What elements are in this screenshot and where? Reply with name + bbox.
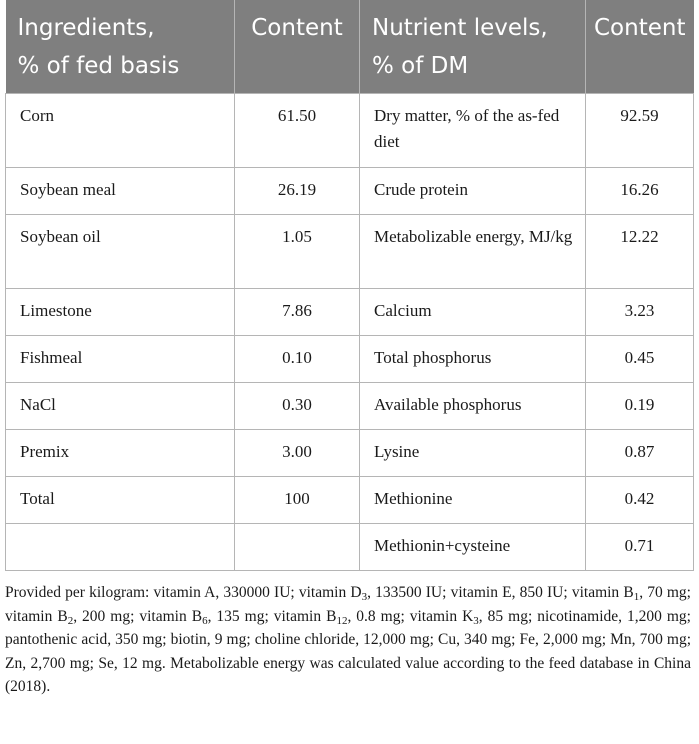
footnote-text: , 133500 IU; vitamin E, 850 IU; vitamin B bbox=[367, 584, 634, 601]
nutrient-content-cell: 0.45 bbox=[586, 336, 694, 383]
nutrient-content-cell: 92.59 bbox=[586, 94, 694, 168]
diet-composition-table-container bbox=[5, 0, 693, 714]
table-row bbox=[6, 289, 694, 336]
header-ingredient-content: Content bbox=[235, 0, 360, 94]
nutrient-content-cell: 3.23 bbox=[586, 289, 694, 336]
ingredient-content-cell: 0.30 bbox=[235, 383, 360, 430]
subscript: 3 bbox=[361, 591, 368, 603]
nutrient-cell: Calcium bbox=[360, 289, 586, 336]
nutrient-content-cell: 0.19 bbox=[586, 383, 694, 430]
nutrient-content-cell: 0.42 bbox=[586, 477, 694, 524]
subscript: 2 bbox=[67, 614, 74, 627]
table-body bbox=[6, 94, 694, 571]
ingredient-content-cell: 1.05 bbox=[235, 215, 360, 289]
nutrient-cell: Available phosphorus bbox=[360, 383, 586, 430]
nutrient-cell: Dry matter, % of the as-fed diet bbox=[360, 94, 586, 168]
header-nutrient-content: Content bbox=[586, 0, 694, 94]
header-nutrient-line1: Nutrient levels, bbox=[372, 15, 548, 41]
nutrient-cell: Metabolizable energy, MJ/kg bbox=[360, 215, 586, 289]
nutrient-content-cell: 0.71 bbox=[586, 524, 694, 571]
table-row bbox=[6, 477, 694, 524]
ingredient-cell: Corn bbox=[6, 94, 235, 168]
nutrient-cell: Crude protein bbox=[360, 168, 586, 215]
header-ingredients bbox=[6, 0, 235, 94]
footnote-text: , 70 mg; vitamin B bbox=[5, 584, 691, 625]
table-row bbox=[6, 524, 694, 571]
diet-composition-table bbox=[5, 0, 694, 571]
ingredient-content-cell bbox=[235, 524, 360, 571]
subscript: 3 bbox=[473, 614, 479, 627]
ingredient-content-cell: 7.86 bbox=[235, 289, 360, 336]
table-row bbox=[6, 168, 694, 215]
ingredient-content-cell: 26.19 bbox=[235, 168, 360, 215]
footnote-text: Provided per kilogram: vitamin A, 330000 IU; vitamin D bbox=[5, 584, 362, 601]
header-row bbox=[6, 0, 694, 94]
footnote-text: , 200 mg; vitamin B bbox=[73, 607, 203, 625]
header-nutrient-levels bbox=[360, 0, 586, 94]
footnote-text: , 135 mg; vitamin B bbox=[207, 607, 337, 625]
ingredient-content-cell: 61.50 bbox=[235, 94, 360, 168]
header-ingredients-line2: % of fed basis bbox=[17, 53, 180, 79]
table-header bbox=[6, 0, 694, 94]
table-row bbox=[6, 94, 694, 168]
header-nutrient-line2: % of DM bbox=[372, 53, 469, 79]
table-row bbox=[6, 430, 694, 477]
subscript: 6 bbox=[202, 614, 208, 627]
ingredient-cell: Total bbox=[6, 477, 235, 524]
nutrient-content-cell: 0.87 bbox=[586, 430, 694, 477]
ingredient-content-cell: 100 bbox=[235, 477, 360, 524]
nutrient-cell: Lysine bbox=[360, 430, 586, 477]
table-footnote bbox=[5, 581, 693, 699]
footnote-text: , 85 mg; nicotinamide, 1,200 mg; pantothenic acid, 350 mg; biotin, 9 mg; choline chloride, 12,000 mg; Cu, 340 mg; Fe, 2,000 mg; Mn, 700 mg; Zn, 2,700 mg; Se, 12 mg. Metabolizable energy was calculated value according to the feed database in China (2018). bbox=[5, 607, 691, 695]
footnote-text: , 0.8 mg; vitamin K bbox=[347, 607, 474, 625]
ingredient-content-cell: 3.00 bbox=[235, 430, 360, 477]
nutrient-cell: Methionine bbox=[360, 477, 586, 524]
nutrient-cell: Total phosphorus bbox=[360, 336, 586, 383]
table-row bbox=[6, 383, 694, 430]
ingredient-cell: Limestone bbox=[6, 289, 235, 336]
subscript: 1 bbox=[633, 591, 640, 603]
ingredient-cell: Soybean meal bbox=[6, 168, 235, 215]
ingredient-cell: NaCl bbox=[6, 383, 235, 430]
ingredient-content-cell: 0.10 bbox=[235, 336, 360, 383]
nutrient-content-cell: 12.22 bbox=[586, 215, 694, 289]
nutrient-content-cell: 16.26 bbox=[586, 168, 694, 215]
nutrient-cell: Methionin+cysteine bbox=[360, 524, 586, 571]
ingredient-cell: Soybean oil bbox=[6, 215, 235, 289]
subscript: 12 bbox=[336, 614, 348, 627]
ingredient-cell: Premix bbox=[6, 430, 235, 477]
header-ingredients-line1: Ingredients, bbox=[17, 15, 155, 41]
table-row bbox=[6, 336, 694, 383]
ingredient-cell: Fishmeal bbox=[6, 336, 235, 383]
ingredient-cell bbox=[6, 524, 235, 571]
table-row bbox=[6, 215, 694, 289]
